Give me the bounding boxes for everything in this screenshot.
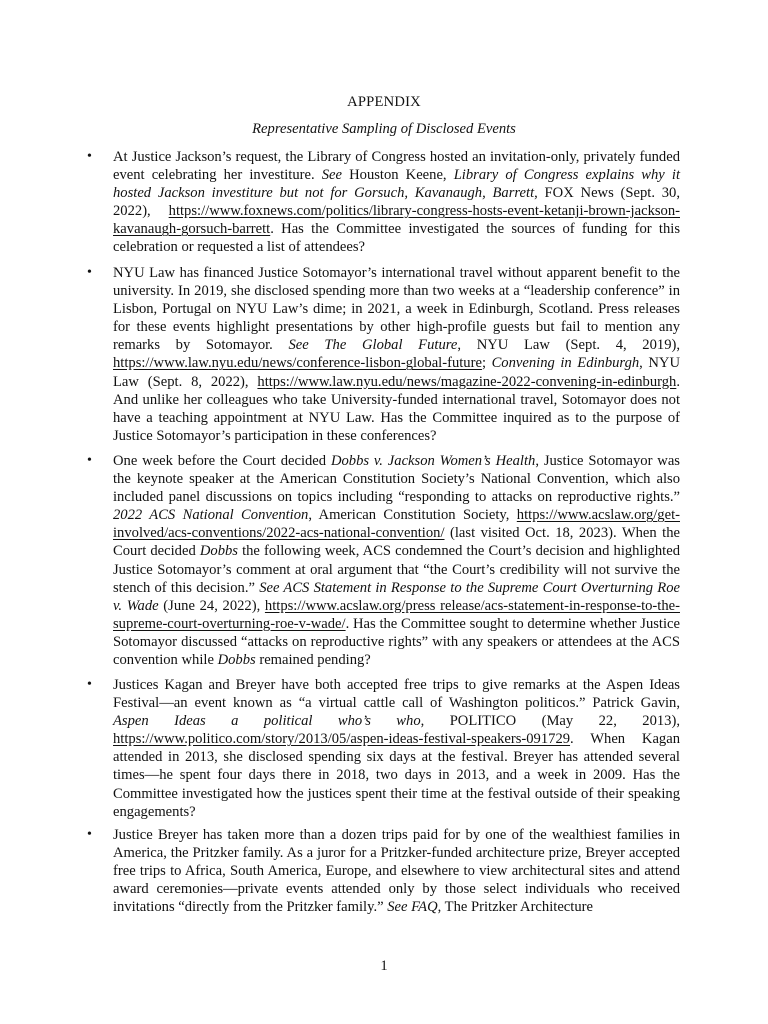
italic-citation: See ACS Statement in Response to the Supreme Court Overturning Roe v. Wade	[113, 579, 680, 614]
item-text	[113, 264, 680, 445]
text-run: , American Constitution Society,	[308, 507, 517, 524]
citation-link[interactable]: https://www.politico.com/story/2013/05/aspen-ideas-festival-speakers-091729	[113, 731, 571, 748]
italic-citation: Dobbs	[199, 543, 238, 560]
citation-link[interactable]: https://www.acslaw.org/press release/acs-statement-in-response-to-the-supreme-court-overturning-roe-v-wade/	[113, 597, 680, 632]
text-run: . Has the Committee sought to determine whether Justice Sotomayor discussed “attacks on reproductive rights” with any speakers or attendees at the ACS convention while	[113, 615, 680, 669]
citation-link[interactable]: https://www.law.nyu.edu/news/magazine-2022-convening-in-edinburgh	[257, 373, 677, 390]
text-run: ;	[481, 355, 492, 372]
text-run: , NYU Law (Sept. 8, 2022),	[113, 355, 681, 390]
item-text	[113, 826, 680, 916]
text-run: NYU Law has financed Justice Sotomayor’s international travel without apparent benefit to the university. In 2019, she disclosed spending more than two weeks at a “leadership conference” in Lisbon, Portugal on NYU Law’s dime; in 2021, a week in Edinburgh, Scotland. Press releases for these events highlight presentations by other high-profile guests but fail to mention any remarks by Sotomayor.	[113, 265, 680, 354]
text-run: . Has the Committee investigated the sources of funding for this celebration or requested a list of attendees?	[113, 221, 680, 256]
citation-link[interactable]: https://www.acslaw.org/get-involved/acs-conventions/2022-acs-national-convention/	[113, 507, 680, 542]
citation-link[interactable]: https://www.foxnews.com/politics/library-congress-hosts-event-ketanji-brown-jackson-kavanaugh-gorsuch-barrett	[113, 203, 680, 238]
bullet-icon: •	[87, 677, 92, 692]
text-run: At Justice Jackson’s request, the Library of Congress hosted an invitation-only, privately funded event celebrating her investiture.	[113, 149, 680, 184]
appendix-heading: APPENDIX	[347, 94, 421, 110]
item-text	[113, 676, 680, 821]
bullet-icon: •	[87, 453, 92, 468]
italic-citation: Dobbs v. Jackson Women’s Health	[330, 453, 536, 469]
text-run: One week before the Court decided	[113, 453, 331, 469]
text-run: , The Pritzker Architecture	[437, 899, 593, 916]
text-run: , NYU Law (Sept. 4, 2019),	[457, 337, 681, 354]
italic-citation: See	[321, 167, 342, 184]
text-run: remained pending?	[255, 652, 371, 669]
text-run: . And unlike her colleagues who take University-funded international travel, Sotomayor does not have a teaching appointment at NYU Law. Has the Committee inquired as to the purpose of Justice Sotomayor’s participation in these conferences?	[113, 373, 680, 444]
bullet-icon: •	[87, 149, 92, 164]
text-run: . When Kagan attended in 2013, she disclosed spending six days at the festival. Breyer has attended several times—he spent four days there in 2018, two days in 2013, and a week in 2009. Has the Committee investigated how the justices spent their time at the festival outside of their speaking engagements?	[113, 731, 680, 820]
text-run: Houston Keene,	[342, 167, 454, 184]
text-run: the following week, ACS condemned the Court’s decision and highlighted Justice Sotomayor’s comment at oral argument that “the Court’s credibility will not survive the stench of this decision.”	[113, 543, 680, 596]
item-text	[113, 148, 680, 257]
citation-link[interactable]: https://www.law.nyu.edu/news/conference-lisbon-global-future	[113, 355, 482, 372]
appendix-subheading: Representative Sampling of Disclosed Events	[252, 121, 516, 137]
text-run: Justice Breyer has taken more than a dozen trips paid for by one of the wealthiest families in America, the Pritzker family. As a juror for a Pritzker-funded architecture prize, Breyer accepted free trips to Africa, South America, Europe, and elsewhere to view architectural sites and attend award ceremonies—private events attended only by those select individuals who received invitations “directly from the Pritzker family.”	[113, 827, 680, 916]
text-run: Justices Kagan and Breyer have both accepted free trips to give remarks at the Aspen Ideas Festival—an event known as “a virtual cattle call of Washington politicos.” Patrick Gavin,	[113, 677, 680, 712]
italic-citation: Aspen Ideas a political who’s who	[113, 713, 421, 730]
bullet-icon: •	[87, 827, 92, 842]
italic-citation: See FAQ	[387, 899, 438, 916]
text-run: , POLITICO (May 22, 2013),	[420, 713, 680, 730]
item-text	[113, 452, 680, 669]
italic-citation: Dobbs	[217, 652, 256, 669]
italic-citation: Convening in Edinburgh	[491, 355, 640, 372]
italic-citation: See The Global Future	[288, 337, 458, 354]
bullet-icon: •	[87, 265, 92, 280]
italic-citation: 2022 ACS National Convention	[113, 507, 309, 524]
page-number: 1	[380, 958, 388, 974]
italic-citation: Library of Congress explains why it hosted Jackson investiture but not for Gorsuch, Kavanaugh, Barrett	[113, 167, 680, 202]
text-run: , Justice Sotomayor was the keynote speaker at the American Constitution Society’s National Convention, which also included panel discussions on topics including “responding to attacks on reproductive rights.”	[113, 453, 680, 506]
text-run: (June 24, 2022),	[158, 597, 265, 614]
text-run: (last visited Oct. 18, 2023). When the Court decided	[113, 525, 680, 560]
text-run: , FOX News (Sept. 30, 2022),	[113, 185, 680, 220]
